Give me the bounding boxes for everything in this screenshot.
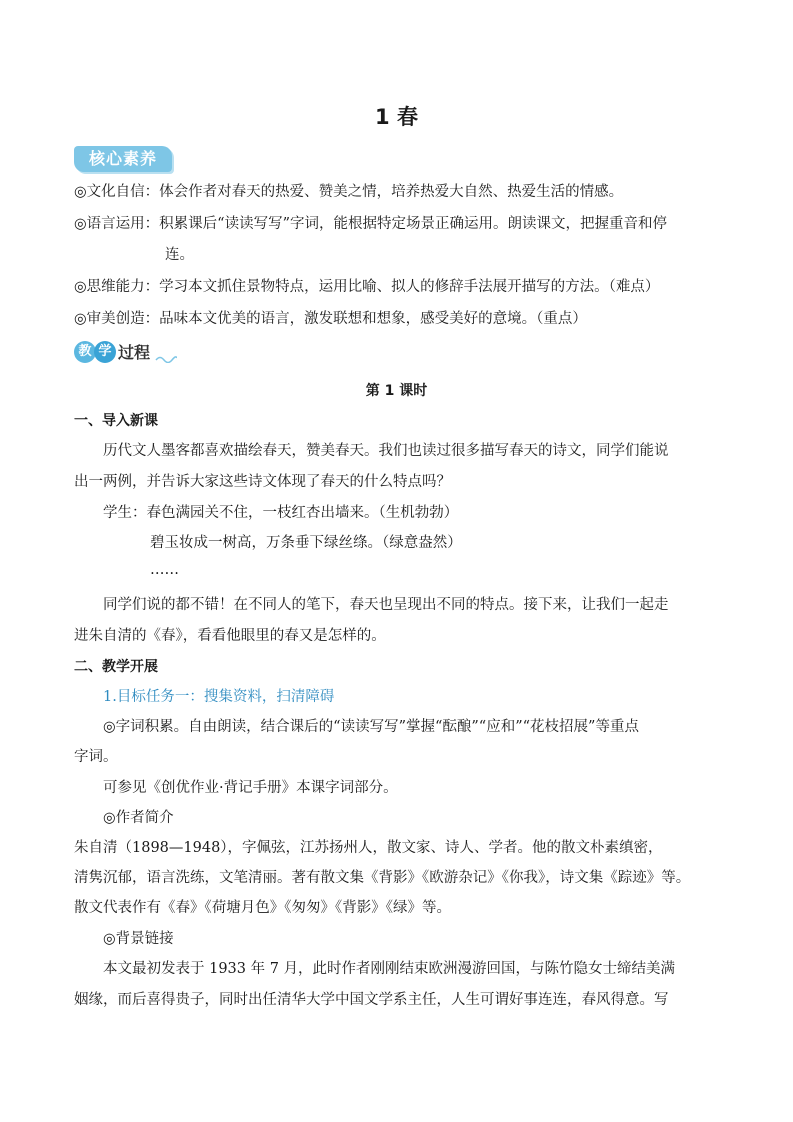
teaching-process-header bbox=[74, 340, 177, 366]
core-line-culture: ◎文化自信：体会作者对春天的热爱、赞美之情，培养热爱大自然、热爱生活的情感。 bbox=[74, 184, 624, 200]
wave-decoration-icon bbox=[155, 353, 177, 363]
student-answer-2: 碧玉妆成一树高，万条垂下绿丝绦。（绿意盎然） bbox=[150, 535, 462, 551]
intro-transition-line-1: 同学们说的都不错！在不同人的笔下，春天也呈现出不同的特点。接下来，让我们一起走 bbox=[103, 597, 669, 613]
background-line-1: 本文最初发表于 1933 年 7 月，此时作者刚刚结束欧洲漫游回国，与陈竹隐女士缔结美满 bbox=[103, 961, 676, 977]
ellipsis: …… bbox=[150, 562, 179, 578]
core-line-language-cont: 连。 bbox=[165, 247, 194, 263]
task-one-heading: 1.目标任务一：搜集资料，扫清障碍 bbox=[103, 689, 335, 705]
author-intro-heading: ◎作者简介 bbox=[103, 810, 174, 826]
reference-note: 可参见《创优作业·背记手册》本课字词部分。 bbox=[103, 780, 398, 796]
core-line-aesthetic: ◎审美创造：品味本文优美的语言，激发联想和想象，感受美好的意境。（重点） bbox=[74, 311, 587, 327]
process-label: 过程 bbox=[118, 343, 151, 362]
vocab-line-1: ◎字词积累。自由朗读，结合课后的“读读写写”掌握“酝酿”“应和”“花枝招展”等重点 bbox=[103, 719, 639, 735]
section-intro-heading: 一、导入新课 bbox=[74, 413, 158, 429]
background-heading: ◎背景链接 bbox=[103, 931, 174, 947]
process-char-1: 教 bbox=[74, 341, 96, 363]
core-line-language: ◎语言运用：积累课后“读读写写”字词，能根据特定场景正确运用。朗读课文，把握重音和停 bbox=[74, 216, 667, 232]
background-line-2: 姻缘，而后喜得贵子，同时出任清华大学中国文学系主任，人生可谓好事连连，春风得意。写 bbox=[74, 992, 669, 1008]
author-line-1: 朱自清（1898—1948），字佩弦，江苏扬州人，散文家、诗人、学者。他的散文朴素缜密， bbox=[74, 840, 663, 856]
intro-paragraph-line-1: 历代文人墨客都喜欢描绘春天，赞美春天。我们也读过很多描写春天的诗文，同学们能说 bbox=[103, 443, 669, 459]
process-char-2: 学 bbox=[94, 341, 116, 363]
core-line-thinking: ◎思维能力：学习本文抓住景物特点，运用比喻、拟人的修辞手法展开描写的方法。（难点） bbox=[74, 279, 660, 295]
intro-transition-line-2: 进朱自清的《春》，看看他眼里的春又是怎样的。 bbox=[74, 628, 386, 644]
student-answer-1: 学生：春色满园关不住，一枝红杏出墙来。（生机勃勃） bbox=[103, 505, 459, 521]
intro-paragraph-line-2: 出一两例，并告诉大家这些诗文体现了春天的什么特点吗？ bbox=[74, 474, 451, 490]
lesson-title: 1 春 bbox=[375, 105, 418, 129]
core-literacy-badge bbox=[74, 146, 172, 172]
badge-label: 核心素养 bbox=[88, 149, 157, 168]
author-line-3: 散文代表作有《春》《荷塘月色》《匆匆》《背影》《绿》等。 bbox=[74, 900, 451, 916]
vocab-line-2: 字词。 bbox=[74, 749, 118, 765]
author-line-2: 清隽沉郁，语言洗练，文笔清丽。著有散文集《背影》《欧游杂记》《你我》，诗文集《踪迹》等。 bbox=[74, 870, 691, 886]
section-teaching-heading: 二、教学开展 bbox=[74, 659, 158, 675]
lesson-period: 第 1 课时 bbox=[365, 383, 428, 399]
